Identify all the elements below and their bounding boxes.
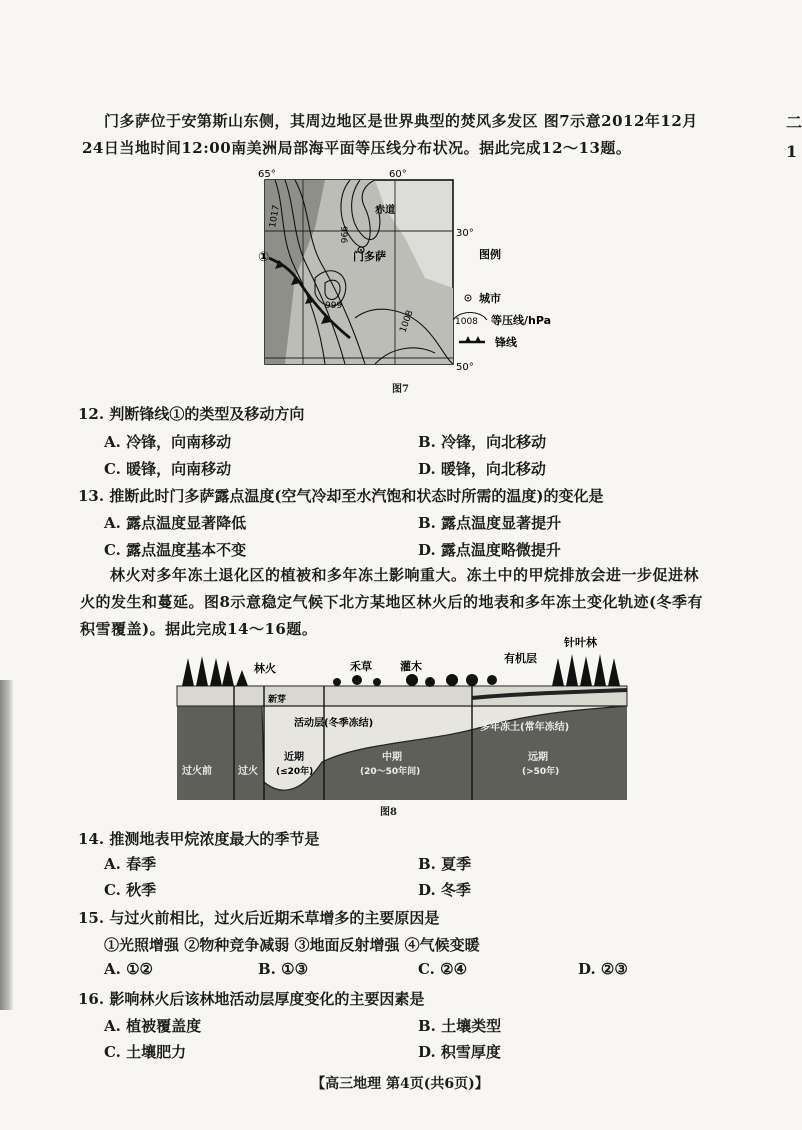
- q15-option-d[interactable]: D. ②③: [578, 960, 628, 978]
- q15-option-c[interactable]: C. ②④: [418, 960, 468, 978]
- intro-line: 林火对多年冻土退化区的植被和多年冻土影响重大。冻土中的甲烷排放会进一步促进林: [110, 566, 700, 584]
- legend-isobar: 等压线/hPa: [491, 314, 552, 327]
- q16-option-a[interactable]: A. 植被覆盖度: [104, 1017, 202, 1035]
- q16-option-d[interactable]: D. 积雪厚度: [418, 1043, 501, 1061]
- page-footer: 【高三地理 第4页(共6页)】: [311, 1076, 489, 1092]
- label-organic: 有机层: [504, 652, 537, 665]
- intro-line: 门多萨位于安第斯山东侧，其周边地区是世界典型的焚风多发区 图7示意2012年12月: [104, 112, 698, 130]
- q13-option-c[interactable]: C. 露点温度基本不变: [104, 541, 247, 559]
- legend-city: 城市: [479, 292, 501, 305]
- scan-shadow: [0, 680, 14, 1010]
- intro-line: 24日当地时间12:00南美洲局部海平面等压线分布状况。据此完成12～13题。: [82, 139, 632, 157]
- question-16-stem: 16. 影响林火后该林地活动层厚度变化的主要因素是: [78, 990, 425, 1008]
- label-mid-years: (20～50年间): [360, 767, 421, 777]
- q12-option-d[interactable]: D. 暖锋，向北移动: [418, 460, 546, 478]
- label-burn: 过火: [238, 766, 258, 777]
- city-name: 门多萨: [353, 250, 386, 263]
- q12-option-a[interactable]: A. 冷锋，向南移动: [104, 433, 232, 451]
- map-legend: [453, 247, 551, 349]
- q12-option-b[interactable]: B. 冷锋，向北移动: [418, 433, 547, 451]
- label-fire: 林火: [254, 662, 276, 675]
- figure-8-caption: 图8: [380, 807, 397, 818]
- edge-mark: 1: [786, 142, 798, 161]
- isobar-label: 999: [325, 301, 343, 311]
- q16-option-b[interactable]: B. 土壤类型: [418, 1017, 502, 1035]
- q13-option-a[interactable]: A. 露点温度显著降低: [104, 514, 247, 532]
- figure-7-caption: 图7: [392, 384, 409, 395]
- intro-paragraph-1: [82, 108, 742, 162]
- label-new-shoots: 新芽: [268, 695, 287, 705]
- intro-line: 火的发生和蔓延。图8示意稳定气候下北方某地区林火后的地表和多年冻土变化轨迹(冬季有: [80, 593, 704, 611]
- lon-label: 60°: [389, 169, 407, 180]
- label-conifer: 针叶林: [564, 636, 597, 649]
- label-far: 远期: [528, 752, 548, 763]
- lon-label: 65°: [258, 169, 276, 180]
- label-shrub: 灌木: [400, 660, 422, 673]
- label-grass: 禾草: [350, 660, 372, 673]
- intro-line: 积雪覆盖)。据此完成14～16题。: [80, 620, 318, 638]
- q16-option-c[interactable]: C. 土壤肥力: [104, 1043, 187, 1061]
- label-before: 过火前: [182, 766, 212, 777]
- front-number: ①: [258, 250, 270, 265]
- label-mid: 中期: [382, 752, 402, 763]
- lat-label: 30°: [456, 228, 474, 239]
- legend-isobar-sample: 1008: [455, 317, 478, 327]
- question-15-stem: 15. 与过火前相比，过火后近期禾草增多的主要原因是: [78, 909, 440, 927]
- intro-paragraph-2: [80, 562, 745, 643]
- legend-title: 图例: [479, 248, 501, 261]
- q14-option-d[interactable]: D. 冬季: [418, 881, 471, 899]
- q14-option-a[interactable]: A. 春季: [104, 855, 157, 873]
- question-13-stem: 13. 推断此时门多萨露点温度(空气冷却至水汽饱和状态时所需的温度)的变化是: [78, 487, 604, 505]
- label-near-years: (≤20年): [276, 767, 314, 777]
- q14-option-c[interactable]: C. 秋季: [104, 881, 157, 899]
- q13-option-b[interactable]: B. 露点温度显著提升: [418, 514, 562, 532]
- region-label: 赤道: [375, 205, 395, 216]
- q15-option-b[interactable]: B. ①③: [258, 960, 309, 978]
- label-permafrost: 多年冻土(常年冻结): [480, 722, 570, 733]
- label-near: 近期: [284, 752, 304, 763]
- question-14-stem: 14. 推测地表甲烷浓度最大的季节是: [78, 830, 320, 848]
- q14-option-b[interactable]: B. 夏季: [418, 855, 472, 873]
- question-12-stem: 12. 判断锋线①的类型及移动方向: [78, 405, 305, 423]
- figure-7-map: [255, 168, 585, 378]
- q15-option-a[interactable]: A. ①②: [104, 960, 153, 978]
- edge-mark: 二: [786, 113, 802, 132]
- isobar-label: 1008: [398, 309, 416, 335]
- q13-option-d[interactable]: D. 露点温度略微提升: [418, 541, 561, 559]
- q12-option-c[interactable]: C. 暖锋，向南移动: [104, 460, 232, 478]
- legend-front: 锋线: [495, 336, 517, 349]
- lat-label: 50°: [456, 362, 474, 373]
- q15-items: ①光照增强 ②物种竞争减弱 ③地面反射增强 ④气候变暖: [104, 936, 480, 954]
- isobar-label: 1017: [268, 204, 282, 229]
- figure-8-section: [172, 632, 632, 802]
- isobar-label: 996: [338, 226, 348, 244]
- label-far-years: (>50年): [522, 767, 560, 777]
- label-active-layer: 活动层(冬季冻结): [294, 718, 374, 729]
